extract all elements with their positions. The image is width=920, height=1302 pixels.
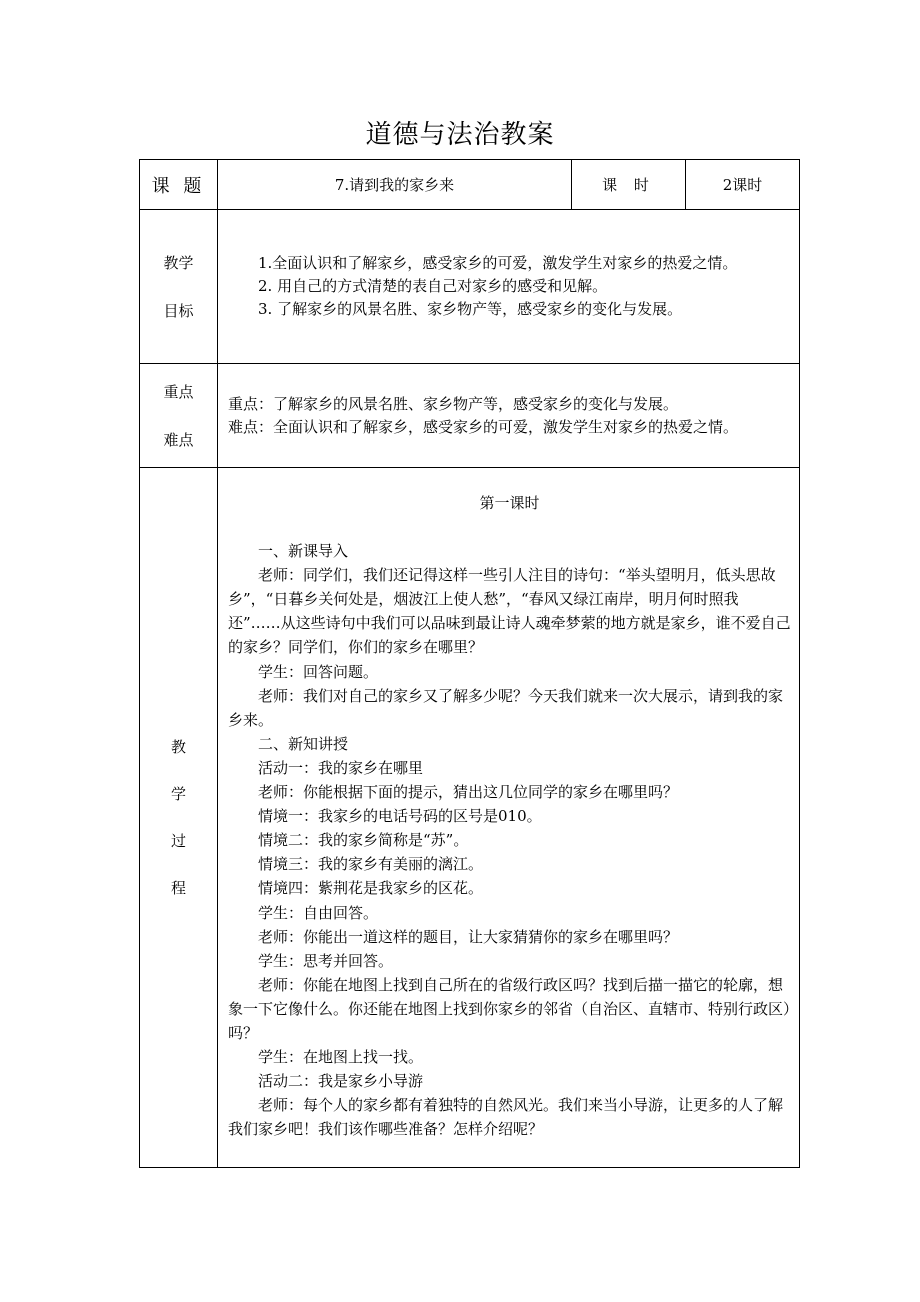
process-content xyxy=(218,468,800,1168)
process-paragraph: 活动二：我是家乡小导游 xyxy=(258,1072,424,1091)
key-points-row xyxy=(140,364,800,468)
lesson-plan-table xyxy=(139,159,800,1168)
process-paragraph: 情境二：我的家乡简称是“苏”。 xyxy=(258,831,469,850)
key-point-text: 重点：了解家乡的风景名胜、家乡物产等，感受家乡的变化与发展。 xyxy=(228,394,679,413)
key-points-content xyxy=(218,364,800,468)
objectives-row xyxy=(140,210,800,364)
objective-item-1: 1.全面认识和了解家乡，感受家乡的可爱，激发学生对家乡的热爱之情。 xyxy=(258,254,738,272)
process-paragraph: 学生：思考并回答。 xyxy=(258,951,394,970)
process-paragraph: 老师：每个人的家乡都有着独特的自然风光。我们来当小导游，让更多的人了解我们家乡吧！我们该作哪些准备？怎样介绍呢？ xyxy=(228,1096,784,1139)
process-paragraph: 老师：我们对自己的家乡又了解多少呢？今天我们就来一次大展示，请到我的家乡来。 xyxy=(228,686,784,729)
topic-value: 7.请到我的家乡来 xyxy=(218,160,572,210)
process-paragraph: 学生：自由回答。 xyxy=(258,903,379,922)
process-paragraph: 老师：你能出一道这样的题目，让大家猜猜你的家乡在哪里吗？ xyxy=(258,927,679,946)
process-paragraph: 活动一：我的家乡在哪里 xyxy=(258,758,424,777)
process-label-char-4: 程 xyxy=(170,878,186,897)
process-paragraph: 一、新课导入 xyxy=(258,542,349,561)
process-label-char-3: 过 xyxy=(170,831,186,850)
key-points-label-line1: 重点 xyxy=(163,382,194,401)
process-paragraph: 情境四：紫荆花是我家乡的区花。 xyxy=(258,879,484,898)
process-paragraph: 情境一：我家乡的电话号码的区号是010。 xyxy=(258,807,542,826)
topic-label: 课 题 xyxy=(140,160,218,210)
process-paragraph: 老师：同学们，我们还记得这样一些引人注目的诗句：“举头望明月，低头思故乡”，“日暮乡关何处是，烟波江上使人愁”，“春风又绿江南岸，明月何时照我还”……从这些诗句中我们可以品味到最让诗人魂牵梦萦的地方就是家乡，谁不爱自己的家乡？同学们，你们的家乡在哪里？ xyxy=(228,566,791,657)
process-paragraph: 二、新知讲授 xyxy=(258,734,349,753)
lesson-title: 第一课时 xyxy=(479,494,540,512)
objectives-label xyxy=(140,210,218,364)
header-row xyxy=(140,160,800,210)
objective-item-2: 2. 用自己的方式清楚的表自己对家乡的感受和见解。 xyxy=(258,277,608,295)
objectives-content xyxy=(218,210,800,364)
process-paragraph: 老师：你能在地图上找到自己所在的省级行政区吗？找到后描一描它的轮廓，想象一下它像什么。你还能在地图上找到你家乡的邻省（自治区、直辖市、特别行政区）吗？ xyxy=(228,975,791,1042)
objectives-label-line2: 目标 xyxy=(163,301,194,320)
process-row xyxy=(140,468,800,1168)
objective-item-3: 3. 了解家乡的风景名胜、家乡物产等，感受家乡的变化与发展。 xyxy=(258,300,683,318)
process-paragraph: 老师：你能根据下面的提示，猜出这几位同学的家乡在哪里吗？ xyxy=(258,783,679,802)
hours-value: 2课时 xyxy=(686,160,800,210)
hours-label: 课 时 xyxy=(572,160,686,210)
process-paragraph: 学生：在地图上找一找。 xyxy=(258,1048,424,1067)
process-paragraph: 情境三：我的家乡有美丽的漓江。 xyxy=(258,855,484,874)
process-paragraph: 学生：回答问题。 xyxy=(258,662,379,681)
process-label xyxy=(140,468,218,1168)
process-label-char-1: 教 xyxy=(170,737,186,756)
difficult-point-text: 难点：全面认识和了解家乡，感受家乡的可爱，激发学生对家乡的热爱之情。 xyxy=(228,417,739,436)
key-points-label xyxy=(140,364,218,468)
process-label-char-2: 学 xyxy=(170,784,186,803)
objectives-label-line1: 教学 xyxy=(163,253,194,272)
document-title: 道德与法治教案 xyxy=(365,120,555,150)
key-points-label-line2: 难点 xyxy=(163,430,194,449)
